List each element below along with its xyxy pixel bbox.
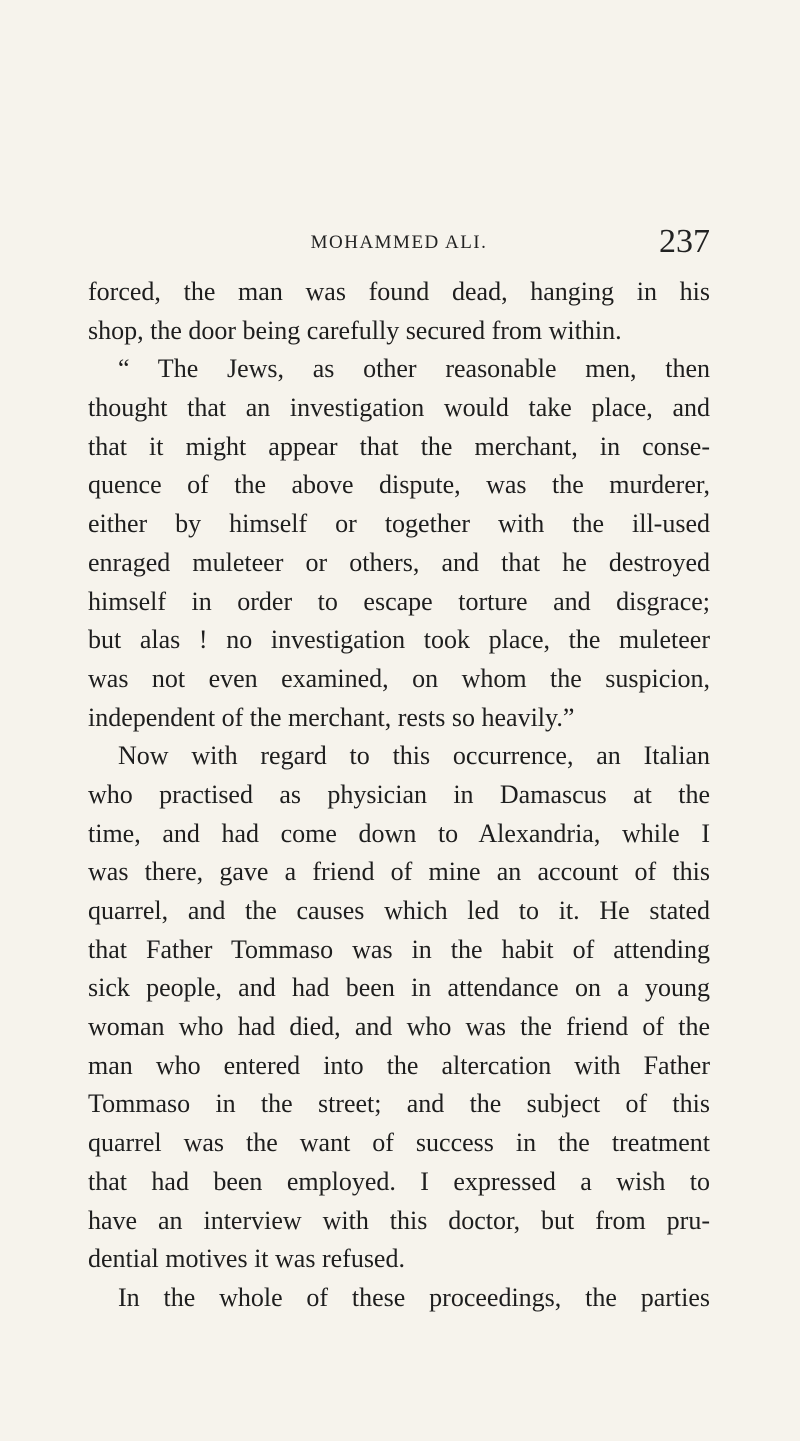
text-line: shop, the door being carefully secured from within.: [88, 315, 622, 345]
text-line: that it might appear that the merchant, in conse-: [88, 431, 710, 461]
text-line: In the whole of these proceedings, the parties: [118, 1282, 710, 1312]
text-line: man who entered into the altercation with Father: [88, 1050, 710, 1080]
text-line: “ The Jews, as other reasonable men, then: [118, 354, 710, 384]
text-line: woman who had died, and who was the friend of the: [88, 1012, 710, 1042]
text-line: was there, gave a friend of mine an account of this: [88, 857, 710, 887]
text-line: have an interview with this doctor, but from pru-: [88, 1205, 710, 1235]
text-line: Tommaso in the street; and the subject of this: [88, 1089, 710, 1119]
body-text: [88, 273, 710, 1318]
text-line: quarrel, and the causes which led to it. He stated: [88, 896, 710, 925]
page-number: 237: [659, 223, 710, 260]
text-line: who practised as physician in Damascus at the: [88, 779, 710, 809]
text-line: but alas ! no investigation took place, the muleteer: [88, 625, 710, 655]
text-line: that Father Tommaso was in the habit of attending: [88, 934, 710, 964]
running-head: [88, 222, 710, 262]
text-line: dential motives it was refused.: [88, 1244, 405, 1274]
running-title: MOHAMMED ALI.: [310, 232, 488, 253]
text-line: that had been employed. I expressed a wish to: [88, 1166, 710, 1196]
text-line: sick people, and had been in attendance on a young: [88, 973, 710, 1003]
text-line: time, and had come down to Alexandria, while I: [88, 818, 710, 848]
text-line: forced, the man was found dead, hanging in his: [88, 277, 710, 306]
text-line: quence of the above dispute, was the murderer,: [88, 470, 710, 500]
text-line: Now with regard to this occurrence, an Italian: [118, 741, 710, 771]
text-line: enraged muleteer or others, and that he destroyed: [88, 547, 710, 577]
text-line: independent of the merchant, rests so heavily.”: [88, 702, 575, 732]
text-line: quarrel was the want of success in the treatment: [88, 1128, 710, 1158]
text-line: was not even examined, on whom the suspicion,: [88, 663, 710, 693]
text-line: thought that an investigation would take place, and: [88, 393, 710, 423]
text-line: himself in order to escape torture and disgrace;: [88, 586, 710, 616]
text-line: either by himself or together with the ill-used: [88, 509, 710, 539]
